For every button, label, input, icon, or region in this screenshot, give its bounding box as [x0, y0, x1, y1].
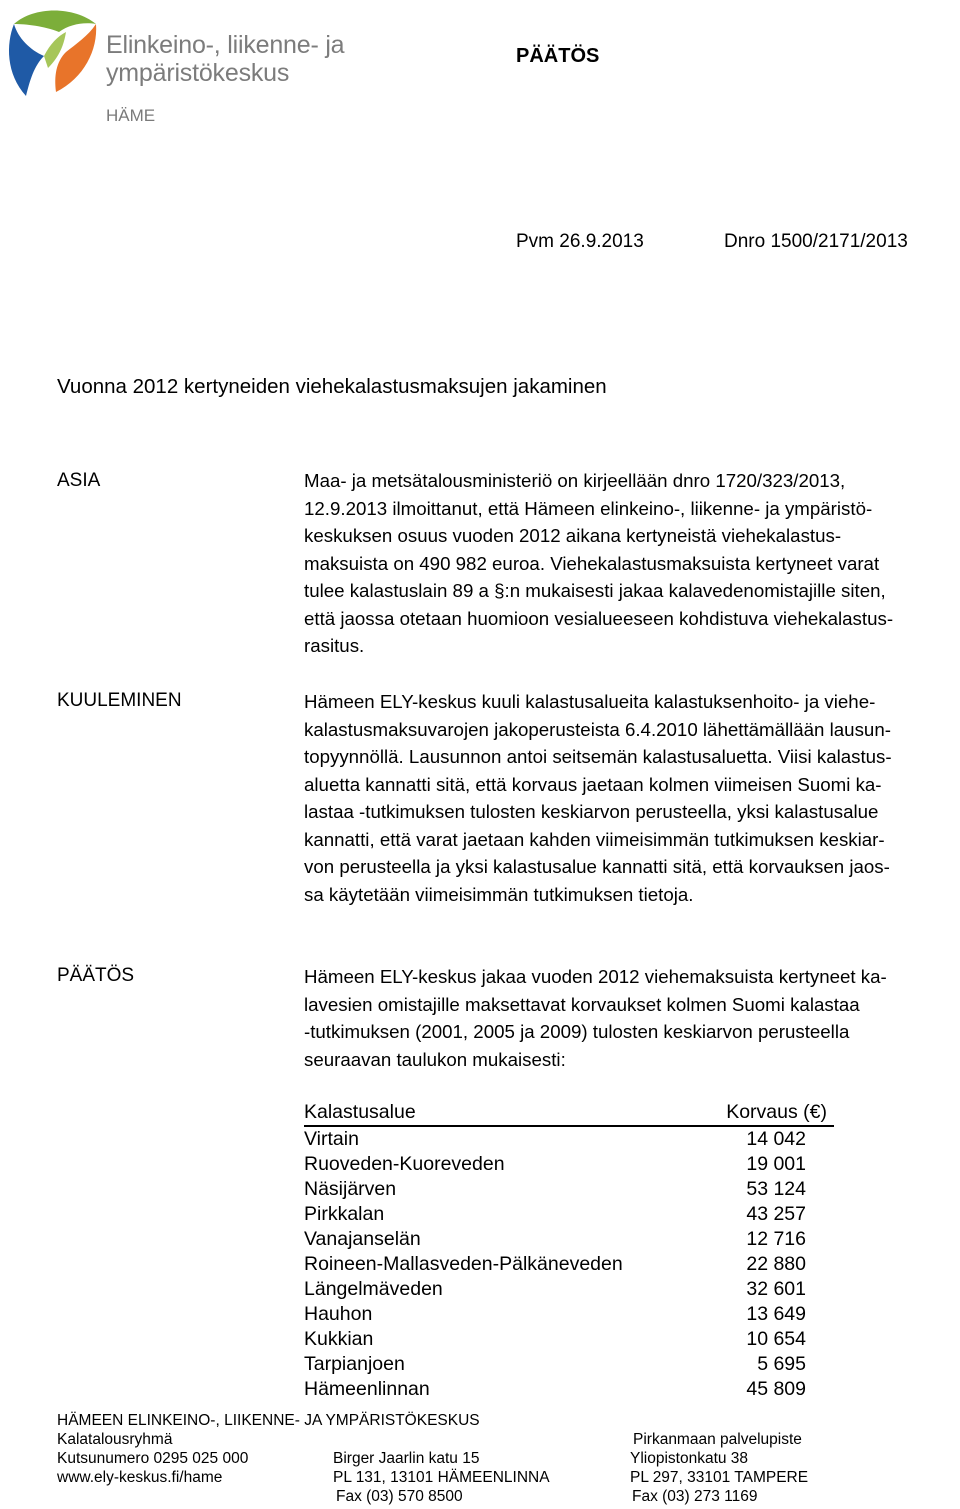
- cell-amount: 45 809: [746, 1378, 806, 1400]
- table-row: [304, 1277, 834, 1302]
- footer-org: HÄMEEN ELINKEINO-, LIIKENNE- JA YMPÄRISTÖKESKUS: [57, 1412, 480, 1429]
- footer-address1-street: Birger Jaarlin katu 15: [333, 1450, 480, 1467]
- table-row: [304, 1327, 834, 1352]
- footer-address2-name: Pirkanmaan palvelupiste: [633, 1431, 802, 1448]
- org-name-line2: ympäristökeskus: [106, 59, 290, 87]
- ely-logo-icon: [4, 4, 100, 100]
- section-label-kuuleminen: KUULEMINEN: [57, 690, 182, 711]
- footer-address2-fax: Fax (03) 273 1169: [632, 1488, 758, 1505]
- cell-amount: 12 716: [746, 1228, 806, 1250]
- table-row: [304, 1127, 834, 1152]
- table-header: [304, 1100, 834, 1127]
- footer-group: Kalatalousryhmä: [57, 1431, 173, 1448]
- footer-website-link[interactable]: www.ely-keskus.fi/hame: [57, 1469, 223, 1486]
- cell-amount: 22 880: [746, 1253, 806, 1275]
- column-header-area: Kalastusalue: [304, 1101, 416, 1123]
- section-text-paatos: Hämeen ELY-keskus jakaa vuoden 2012 viehemaksuista kertyneet ka- lavesien omistajille maksettavat korvaukset kolmen Suomi kalastaa -tutkimuksen (2001, 2005 ja 2009) tulosten keskiarvon perusteella seuraavan taulukon mukaisesti:: [304, 966, 887, 1070]
- section-text-asia: Maa- ja metsätalousministeriö on kirjeellään dnro 1720/323/2013, 12.9.2013 ilmoittanut, että Hämeen elinkeino-, liikenne- ja ympäristö- keskuksen osuus vuoden 2012 aikana kertyneistä viehekalastus- maksuista on 490 982 euroa. Viehekalastusmaksuista kertyneet varat tulee kalastuslain 89 a §:n mukaisesti jakaa kalavedenomistajille siten, että jaossa otetaan huomioon vesialueeseen kohdistuva viehekalastus- rasitus.: [304, 470, 894, 656]
- footer-address2-street: Yliopistonkatu 38: [630, 1450, 749, 1467]
- table-body: [304, 1127, 834, 1402]
- footer-address1-po: PL 131, 13101 HÄMEENLINNA: [333, 1469, 550, 1486]
- table-row: [304, 1352, 834, 1377]
- section-label-paatos: PÄÄTÖS: [57, 965, 135, 986]
- table-row: [304, 1152, 834, 1177]
- document-number: Dnro 1500/2171/2013: [724, 231, 908, 252]
- table-row: [304, 1177, 834, 1202]
- cell-area: Längelmäveden: [304, 1278, 443, 1300]
- cell-amount: 19 001: [746, 1153, 806, 1175]
- cell-amount: 10 654: [746, 1328, 806, 1350]
- document-date: Pvm 26.9.2013: [516, 231, 644, 252]
- cell-area: Kukkian: [304, 1328, 374, 1350]
- column-header-compensation: Korvaus (€): [726, 1101, 827, 1123]
- logo-green-leaf: [14, 11, 96, 33]
- table-row: [304, 1202, 834, 1227]
- footer-phone: Kutsunumero 0295 025 000: [57, 1450, 249, 1467]
- logo-blue-shape: [9, 24, 44, 96]
- document-type: PÄÄTÖS: [516, 45, 600, 67]
- cell-amount: 53 124: [746, 1178, 806, 1200]
- cell-amount: 13 649: [746, 1303, 806, 1325]
- table-row: [304, 1302, 834, 1327]
- cell-amount: 43 257: [746, 1203, 806, 1225]
- logo-orange-shape: [55, 24, 96, 92]
- compensation-table: [304, 1100, 834, 1402]
- cell-area: Hauhon: [304, 1303, 373, 1325]
- table-row: [304, 1227, 834, 1252]
- cell-amount: 32 601: [746, 1278, 806, 1300]
- footer-address1-fax: Fax (03) 570 8500: [336, 1488, 463, 1505]
- cell-area: Tarpianjoen: [304, 1353, 405, 1375]
- section-label-asia: ASIA: [57, 470, 101, 491]
- region-name: HÄME: [106, 106, 156, 125]
- table-row: [304, 1252, 834, 1277]
- cell-amount: 5 695: [757, 1353, 806, 1375]
- table-row: [304, 1377, 834, 1402]
- section-text-kuuleminen: Hämeen ELY-keskus kuuli kalastusalueita kalastuksenhoito- ja viehe- kalastusmaksuvarojen jakoperusteista 6.4.2010 lähettämällään lausun- topyynnöllä. Lausunnon antoi seitsemän kalastusaluetta. Viisi kalastus- aluetta kannatti sitä, että korvaus jaetaan kolmen viimeisen Suomi ka- lastaa -tutkimuksen tulosten keskiarvon perusteella, yksi kalastusalue kannatti, että varat jaetaan kahden viimeisimmän tutkimuksen keskiar- von perusteella ja yksi kalastusalue kannatti sitä, että korvauksen jaos- sa käytetään viimeisimmän tutkimuksen tietoja.: [304, 691, 892, 905]
- cell-area: Vanajanselän: [304, 1228, 421, 1250]
- cell-area: Hämeenlinnan: [304, 1378, 430, 1400]
- cell-area: Virtain: [304, 1128, 359, 1150]
- document-title: Vuonna 2012 kertyneiden viehekalastusmaksujen jakaminen: [57, 375, 607, 398]
- cell-amount: 14 042: [746, 1128, 806, 1150]
- cell-area: Ruoveden-Kuoreveden: [304, 1153, 505, 1175]
- cell-area: Pirkkalan: [304, 1203, 385, 1225]
- cell-area: Näsijärven: [304, 1178, 397, 1200]
- cell-area: Roineen-Mallasveden-Pälkäneveden: [304, 1253, 623, 1275]
- org-name-line1: Elinkeino-, liikenne- ja: [106, 31, 345, 59]
- footer-address2-po: PL 297, 33101 TAMPERE: [630, 1469, 809, 1486]
